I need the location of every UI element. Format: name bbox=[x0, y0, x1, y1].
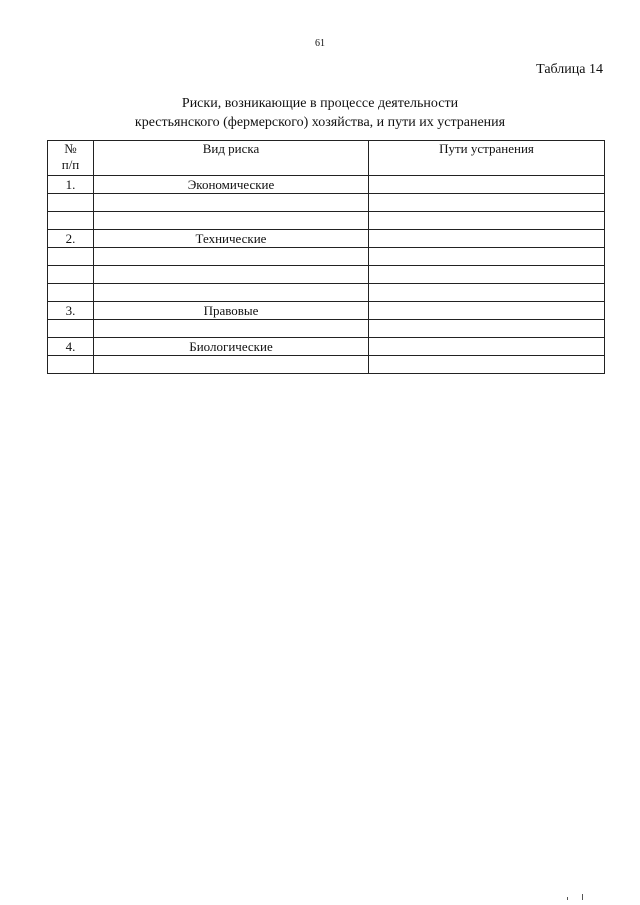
scan-speck bbox=[567, 897, 568, 900]
cell-ways bbox=[369, 248, 605, 266]
cell-risk-type bbox=[94, 320, 369, 338]
scan-speck bbox=[582, 894, 583, 900]
header-risk-type: Вид риска bbox=[94, 141, 369, 176]
header-ways: Пути устранения bbox=[369, 141, 605, 176]
cell-number bbox=[48, 248, 94, 266]
table-row bbox=[48, 212, 605, 230]
cell-ways bbox=[369, 338, 605, 356]
cell-number bbox=[48, 320, 94, 338]
cell-risk-type: Технические bbox=[94, 230, 369, 248]
table-row bbox=[48, 284, 605, 302]
cell-number: 1. bbox=[48, 176, 94, 194]
cell-risk-type bbox=[94, 212, 369, 230]
page-number: 61 bbox=[315, 38, 325, 49]
table-title-line-2: крестьянского (фермерского) хозяйства, и пути их устранения bbox=[134, 115, 506, 130]
cell-ways bbox=[369, 230, 605, 248]
cell-risk-type bbox=[94, 284, 369, 302]
cell-risk-type bbox=[94, 194, 369, 212]
table-row bbox=[48, 320, 605, 338]
cell-ways bbox=[369, 356, 605, 374]
table-row bbox=[48, 248, 605, 266]
header-number bbox=[48, 141, 94, 176]
table-row bbox=[48, 356, 605, 374]
table-row bbox=[48, 176, 605, 194]
cell-ways bbox=[369, 284, 605, 302]
cell-risk-type: Правовые bbox=[94, 302, 369, 320]
table-header-row bbox=[48, 141, 605, 176]
risks-table bbox=[47, 140, 605, 374]
cell-number bbox=[48, 194, 94, 212]
cell-risk-type bbox=[94, 248, 369, 266]
header-number-line-2: п/п bbox=[61, 157, 80, 172]
table-row bbox=[48, 194, 605, 212]
cell-risk-type: Биологические bbox=[94, 338, 369, 356]
table-row bbox=[48, 266, 605, 284]
cell-number bbox=[48, 212, 94, 230]
cell-ways bbox=[369, 176, 605, 194]
table-row bbox=[48, 230, 605, 248]
table-row bbox=[48, 302, 605, 320]
cell-risk-type bbox=[94, 356, 369, 374]
cell-number bbox=[48, 284, 94, 302]
table-label: Таблица 14 bbox=[536, 62, 603, 77]
cell-risk-type bbox=[94, 266, 369, 284]
table-title bbox=[0, 94, 640, 132]
cell-number: 2. bbox=[48, 230, 94, 248]
cell-number: 3. bbox=[48, 302, 94, 320]
cell-ways bbox=[369, 302, 605, 320]
cell-number bbox=[48, 266, 94, 284]
header-number-line-1: № bbox=[64, 141, 77, 156]
table-row bbox=[48, 338, 605, 356]
cell-number bbox=[48, 356, 94, 374]
cell-risk-type: Экономические bbox=[94, 176, 369, 194]
cell-number: 4. bbox=[48, 338, 94, 356]
table-title-line-1: Риски, возникающие в процессе деятельности bbox=[181, 96, 459, 111]
cell-ways bbox=[369, 266, 605, 284]
cell-ways bbox=[369, 212, 605, 230]
cell-ways bbox=[369, 320, 605, 338]
cell-ways bbox=[369, 194, 605, 212]
